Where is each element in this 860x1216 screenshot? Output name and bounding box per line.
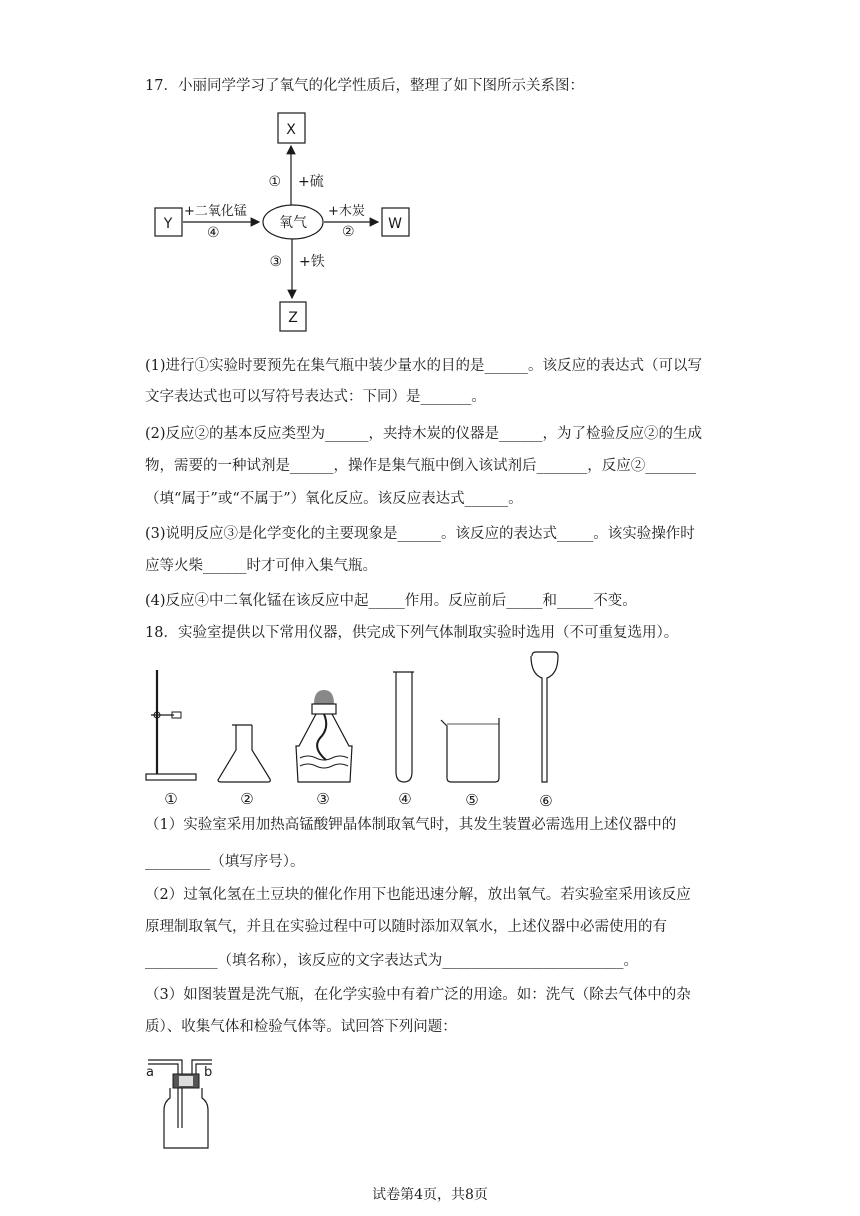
q18-line-5: __________（填名称），该反应的文字表达式为_________________________。 (145, 953, 638, 969)
iron-stand-icon (146, 670, 196, 780)
q18-line-4: 原理制取氧气，并且在实验过程中可以随时添加双氧水，上述仪器中必需使用的有 (145, 919, 667, 935)
top-arrow-reagent: +硫 (298, 174, 324, 190)
instrument-label-5: ⑤ (465, 791, 479, 809)
page-footer: 试卷第4页，共8页 (372, 1187, 488, 1203)
q17-line-4: 物，需要的一种试剂是______，操作是集气瓶中倒入该试剂后_______，反应②_______ (145, 458, 696, 474)
q17-line-1: (1)进行①实验时要预先在集气瓶中装少量水的目的是______。该反应的表达式（可以写 (145, 358, 703, 374)
test-tube-icon (393, 672, 414, 782)
q17-line-8: (4)反应④中二氧化锰在该反应中起_____作用。反应前后_____和_____不变。 (145, 593, 637, 609)
q18-line-1: （1）实验室采用加热高锰酸钾晶体制取氧气时，其发生装置必需选用上述仪器中的 (145, 817, 677, 833)
thistle-funnel-icon (531, 652, 558, 782)
oxygen-label: 氧气 (279, 215, 307, 231)
right-arrow-number: ② (342, 224, 355, 240)
q18-line-7: 质）、收集气体和检验气体等。试回答下列问题： (145, 1019, 457, 1035)
oxygen-relationship-diagram (0, 110, 860, 340)
top-arrow-number: ① (268, 174, 281, 190)
q18-line-2: _________（填写序号）。 (145, 854, 305, 870)
left-arrow-reagent: +二氧化锰 (184, 204, 247, 219)
q17-line-3: (2)反应②的基本反应类型为______，夹持木炭的仪器是______，为了检验反应②的生成 (145, 426, 703, 442)
q17-line-2: 文字表达式也可以写符号表达式：下同）是_______。 (145, 389, 486, 405)
bottom-arrow-reagent: +铁 (299, 254, 325, 270)
q18-line-6: （3）如图装置是洗气瓶，在化学实验中有着广泛的用途。如：洗气（除去气体中的杂 (145, 987, 691, 1003)
beaker-icon (441, 718, 499, 782)
q17-line-7: 应等火柴______时才可伸入集气瓶。 (145, 558, 377, 574)
left-arrow-number: ④ (207, 225, 220, 241)
instrument-label-3: ③ (316, 790, 330, 808)
instrument-label-4: ④ (398, 790, 412, 808)
instrument-label-6: ⑥ (539, 792, 553, 810)
q18-intro: 18．实验室提供以下常用仪器，供完成下列气体制取实验时选用（不可重复选用）。 (145, 625, 679, 641)
alcohol-lamp-icon (296, 690, 352, 782)
right-arrow-reagent: +木炭 (328, 204, 365, 219)
port-a-label: a (146, 1065, 154, 1080)
q17-intro: 17．小丽同学学习了氧气的化学性质后，整理了如下图所示关系图： (145, 78, 584, 94)
gas-washing-bottle-diagram (0, 1050, 860, 1160)
bottle-body (164, 1088, 208, 1148)
q17-line-5: （填“属于”或“不属于”）氧化反应。该反应表达式______。 (145, 491, 523, 507)
q18-line-3: （2）过氧化氢在土豆块的催化作用下也能迅速分解，放出氧气。若实验室采用该反应 (145, 887, 691, 903)
q17-line-6: (3)说明反应③是化学变化的主要现象是______。该反应的表达式_____。该实验操作时 (145, 526, 695, 542)
conical-flask-icon (218, 725, 270, 782)
bottom-arrow-number: ③ (269, 254, 282, 270)
instrument-label-1: ① (164, 790, 178, 808)
box-y-label: Y (163, 216, 173, 232)
lab-instruments (0, 648, 860, 813)
box-w-label: W (388, 216, 402, 232)
box-x-label: X (286, 122, 296, 138)
box-z-label: Z (288, 310, 298, 326)
port-b-label: b (204, 1065, 213, 1080)
instrument-label-2: ② (240, 790, 254, 808)
